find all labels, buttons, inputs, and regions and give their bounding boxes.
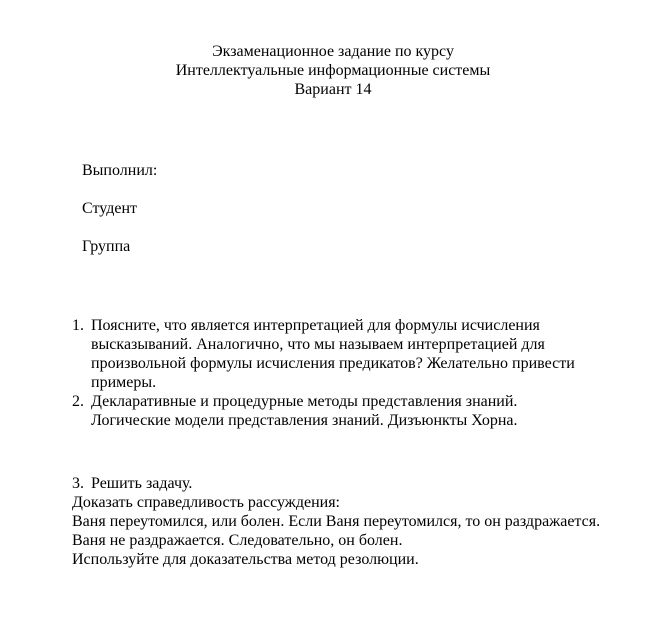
task-line: Используйте для доказательства метод резолюции. [72,551,419,568]
course-title-line: Экзаменационное задание по курсу [212,43,454,60]
question-line: примеры. [91,374,157,391]
question-line: Логические модели представления знаний. Дизъюнкты Хорна. [91,412,518,429]
task-label: Решить задачу. [91,475,193,492]
task-block [72,474,600,569]
group-label: Группа [82,238,131,255]
task-line: Доказать справедливость рассуждения: [72,494,340,511]
question-line: Декларативные и процедурные методы представления знаний. [91,393,518,410]
question-line: высказываний. Аналогично, что мы называем интерпретацией для [91,336,545,353]
performed-by-label: Выполнил: [82,162,158,179]
question-number: 2. [72,393,84,410]
course-name: Интеллектуальные информационные системы [175,62,491,79]
task-line: Ваня не раздражается. Следовательно, он болен. [72,532,403,549]
question-text [91,392,651,430]
variant-label: Вариант 14 [294,81,372,98]
task-number: 3. [72,475,84,492]
question-line: Поясните, что является интерпретацией для формулы исчисления [91,317,540,334]
student-label: Студент [82,200,138,217]
task-line: Ваня переутомился, или болен. Если Ваня переутомился, то он раздражается. [72,513,601,530]
task-body [72,493,600,569]
task-heading [72,474,600,493]
question-text [91,316,651,392]
question-line: произвольной формулы исчисления предикатов? Желательно привести [91,355,575,372]
question-number: 1. [72,317,84,334]
document-header [0,42,666,99]
